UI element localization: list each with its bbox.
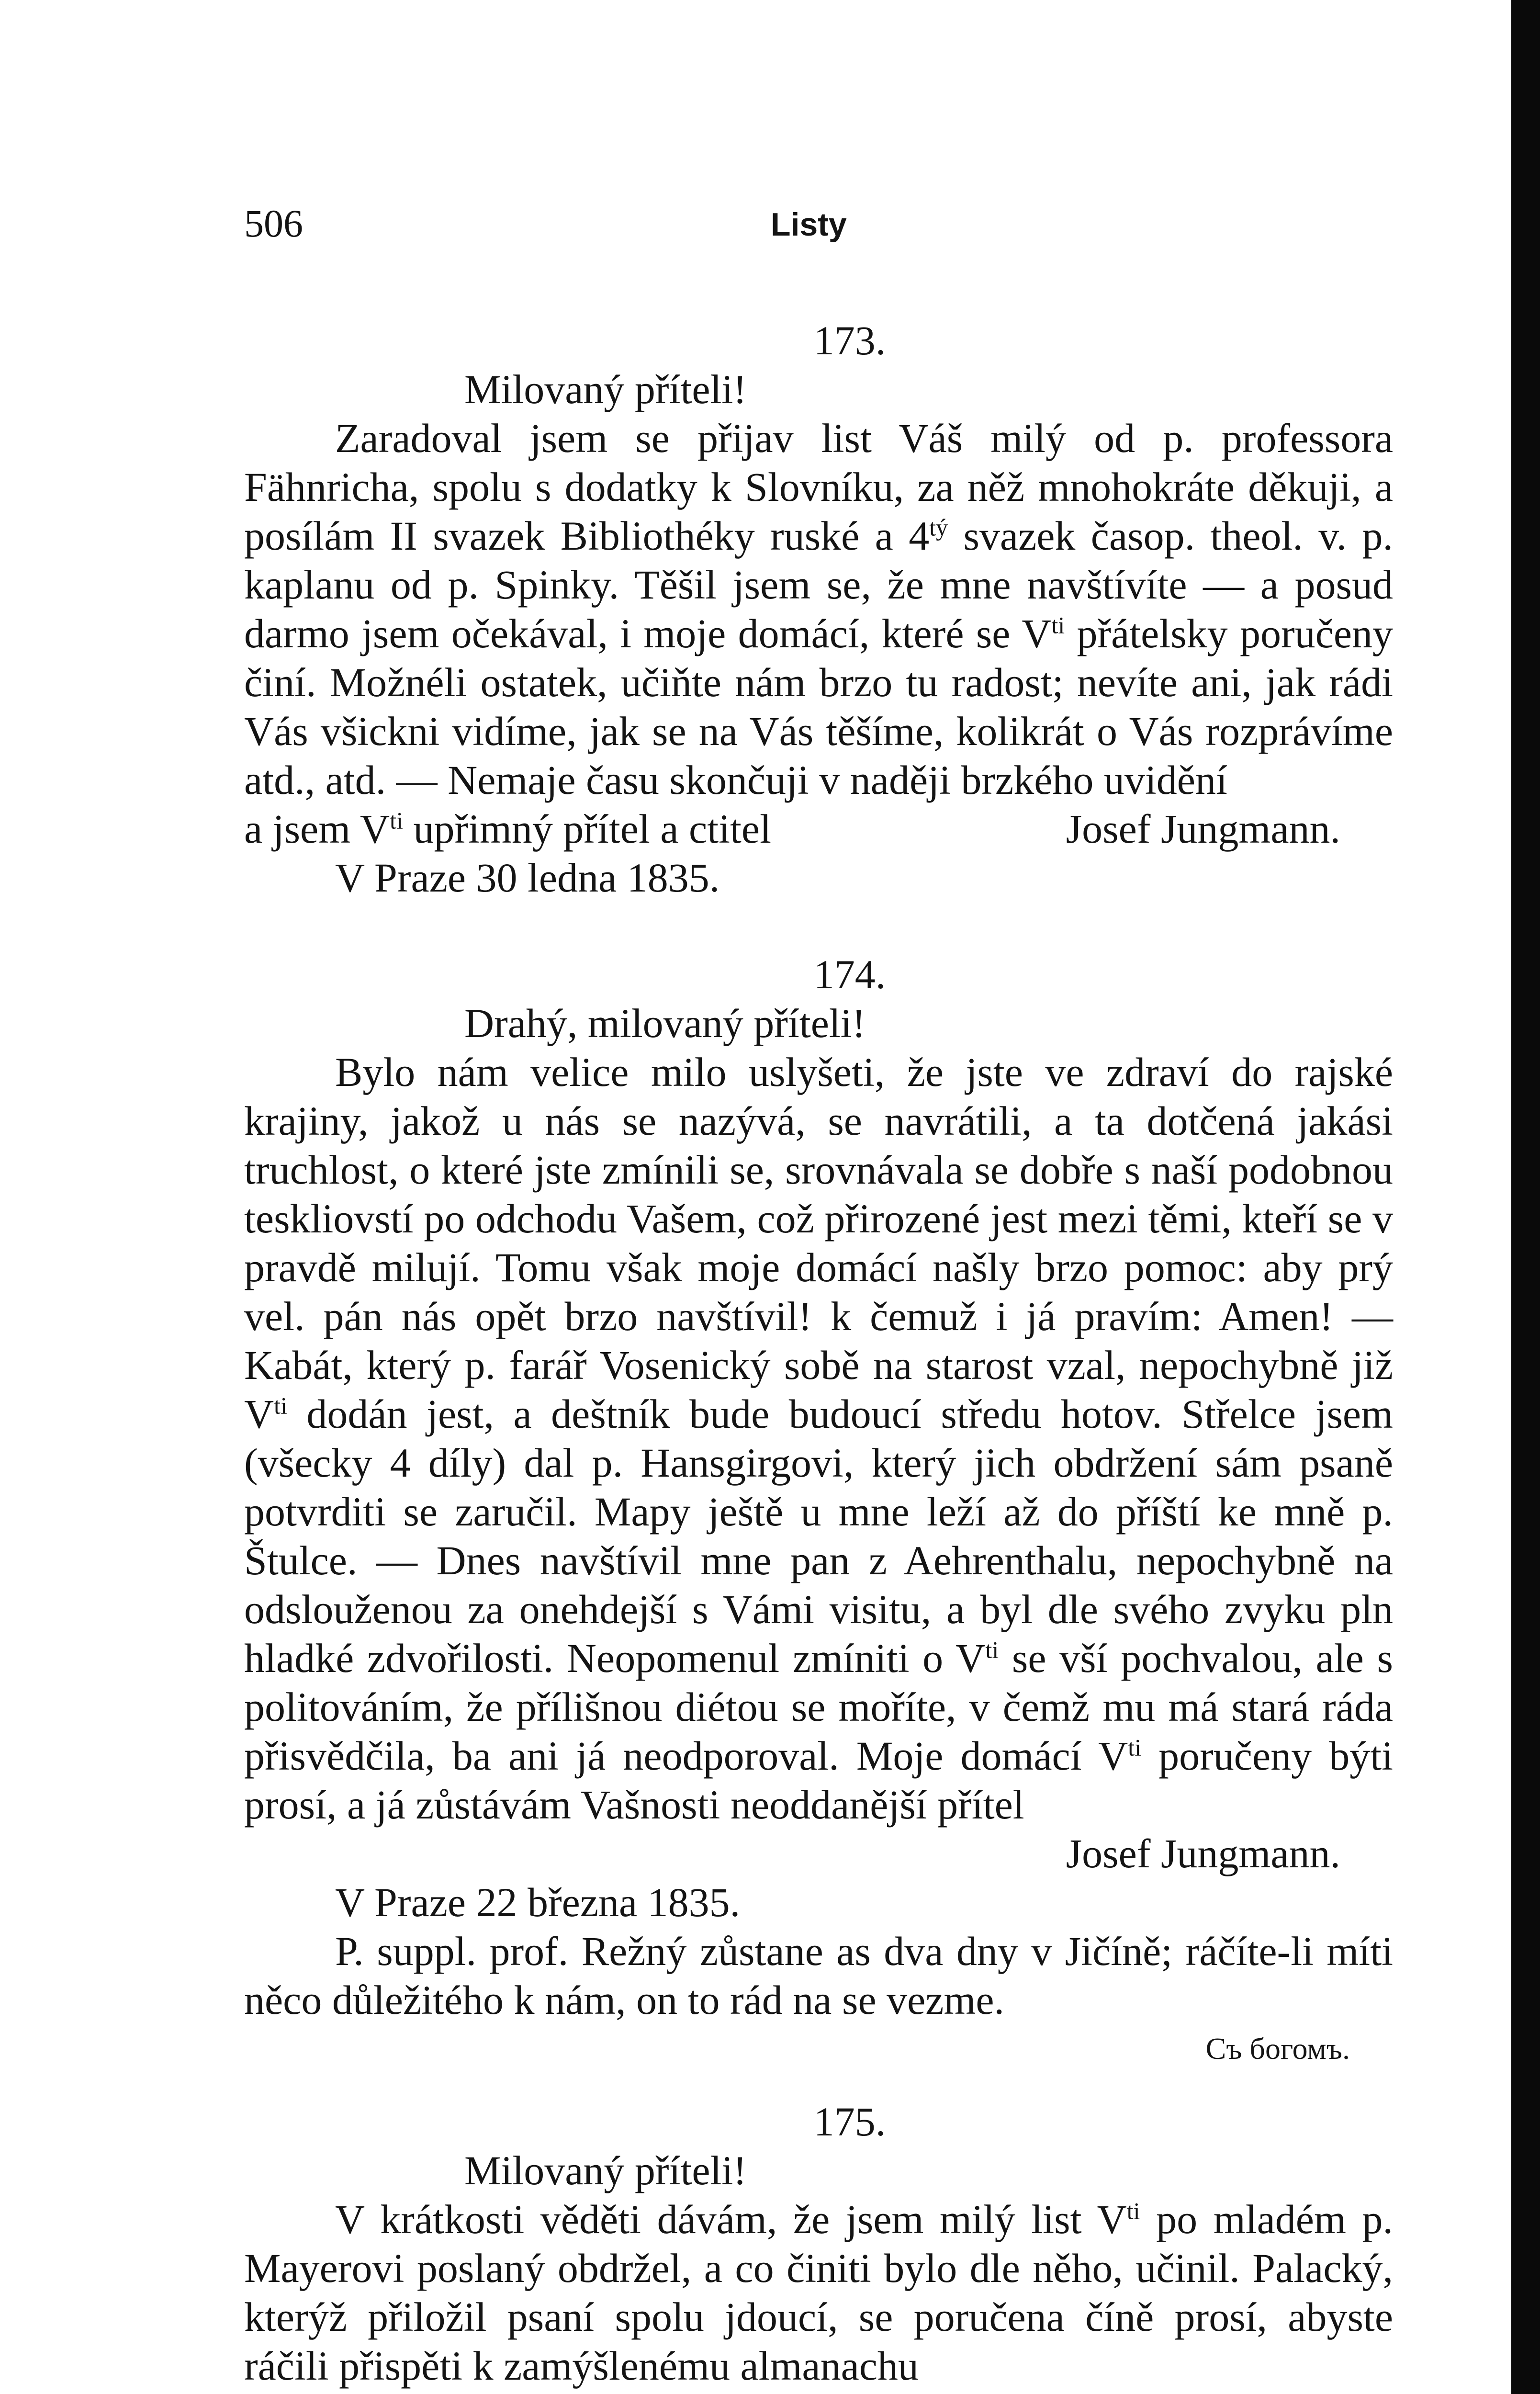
letter-175-text-1: V krátkosti věděti dávám, že jsem milý list V xyxy=(335,2196,1127,2242)
letter-174-sup-1: ti xyxy=(274,1392,287,1419)
spacer xyxy=(244,2073,1393,2097)
letter-175-number: 175. xyxy=(813,2099,886,2145)
letter-173-closing-left xyxy=(244,804,771,853)
spacer xyxy=(244,902,1393,950)
letter-174-sup-3: ti xyxy=(1128,1734,1142,1761)
running-head xyxy=(244,201,1393,249)
letter-174-salutation: Drahý, milovaný příteli! xyxy=(464,1000,866,1046)
letter-173-paragraph xyxy=(244,414,1393,804)
running-title: Listy xyxy=(771,206,847,243)
letter-173-text-2: svazek časop. theol. v. p. kaplanu od p. Spinky. Těšil jsem se, že mne navštívíte — a posud darmo jsem očekával, i moje domácí, které se V xyxy=(244,513,1393,656)
letter-174-text-2: dodán jest, a deštník bude budoucí středu hotov. Střelce jsem (všecky 4 díly) dal p. Hansgirgovi, který jich obdržení sám psaně potvrditi se zaručil. Mapy ještě u mne leží až do příští ke mně p. Štulce. — Dnes navštívil mne pan z Aehrenthalu, nepochybně na odslouženou za onehdejší s Vámi visitu, a byl dle svého zvyku pln hladké zdvořilosti. Neopomenul zmíniti o V xyxy=(244,1391,1393,1681)
letter-174-paragraph xyxy=(244,1048,1393,1829)
letter-173-dateline: V Praze 30 ledna 1835. xyxy=(335,855,720,901)
letter-175-paragraph xyxy=(244,2195,1393,2390)
letter-175-sup-1: ti xyxy=(1126,2197,1140,2225)
letter-174-closing: Съ богомъ. xyxy=(1205,2032,1350,2066)
letter-173-sup-1: tý xyxy=(929,514,948,541)
letter-174-number: 174. xyxy=(813,951,886,997)
letter-174-text-3: se vší pochvalou, ale s politováním, že přílišnou diétou se moříte, v čemž mu má stará ráda přisvědčila, ba ani já neodporoval. Moje domácí V xyxy=(244,1635,1393,1779)
letter-173-closing xyxy=(244,804,1393,853)
letter-173-text-1: Zaradoval jsem se přijav list Váš milý od p. professora Fähnricha, spolu s dodatky k Slovníku, za něž mnohokráte děkuji, a posílám II svazek Bibliothéky ruské a 4 xyxy=(244,415,1393,559)
letter-175-salutation: Milovaný příteli! xyxy=(464,2147,747,2193)
letter-173-sup-2: ti xyxy=(1051,611,1065,639)
letter-173-closing-sup: ti xyxy=(390,807,403,834)
page-number: 506 xyxy=(244,202,303,245)
letter-173-closing-text-1: a jsem V xyxy=(244,806,390,852)
letter-175-text-2: po mladém p. Mayerovi poslaný obdržel, a co činiti bylo dle něho, učinil. Palacký, kterýž přiložil psaní spolu jdoucí, se poručena číně prosí, abyste ráčili přispěti k zamýšlenému almanachu xyxy=(244,2196,1393,2389)
letter-173-closing-text-2: upřimný přítel a ctitel xyxy=(403,806,771,852)
letter-174-postscript: P. suppl. prof. Režný zůstane as dva dny v Jičíně; ráčíte-li míti něco důležitého k nám, on to rád na se vezme. xyxy=(244,1928,1393,2023)
letter-174-text-4: poručeny býti prosí, a já zůstávám Vašnosti neoddanější přítel xyxy=(244,1733,1393,1828)
letter-173-salutation: Milovaný příteli! xyxy=(464,366,747,412)
letter-174-text-1: Bylo nám velice milo uslyšeti, že jste ve zdraví do rajské krajiny, jakož u nás se nazývá, se navrátili, a ta dotčená jakási truchlost, o které jste zmínili se, srovnávala se dobře s naší podobnou teskliovstí po odchodu Vašem, což přirozené jest mezi těmi, kteří se v pravdě milují. Tomu však moje domácí našly brzo pomoc: aby prý vel. pán nás opět brzo navštívil! k čemuž i já pravím: Amen! — Kabát, který p. farář Vosenický sobě na starost vzal, nepochybně již V xyxy=(244,1049,1393,1437)
letter-173-text-3: přátelsky poručeny činí. Možnéli ostatek, učiňte nám brzo tu radost; nevíte ani, jak rádi Vás všickni vidíme, jak se na Vás těšíme, kolikrát o Vás rozprávíme atd., atd. — Nemaje času skončuji v naději brzkého uvidění xyxy=(244,610,1393,803)
letter-174-signature: Josef Jungmann. xyxy=(1066,1830,1340,1876)
letter-173-signature: Josef Jungmann. xyxy=(1066,806,1340,852)
body-text xyxy=(244,316,1393,2390)
scan-edge-bar xyxy=(1511,0,1540,2394)
letter-174-sup-2: ti xyxy=(985,1636,999,1663)
letter-173-number: 173. xyxy=(813,317,886,363)
letter-174-dateline: V Praze 22 března 1835. xyxy=(335,1879,741,1925)
